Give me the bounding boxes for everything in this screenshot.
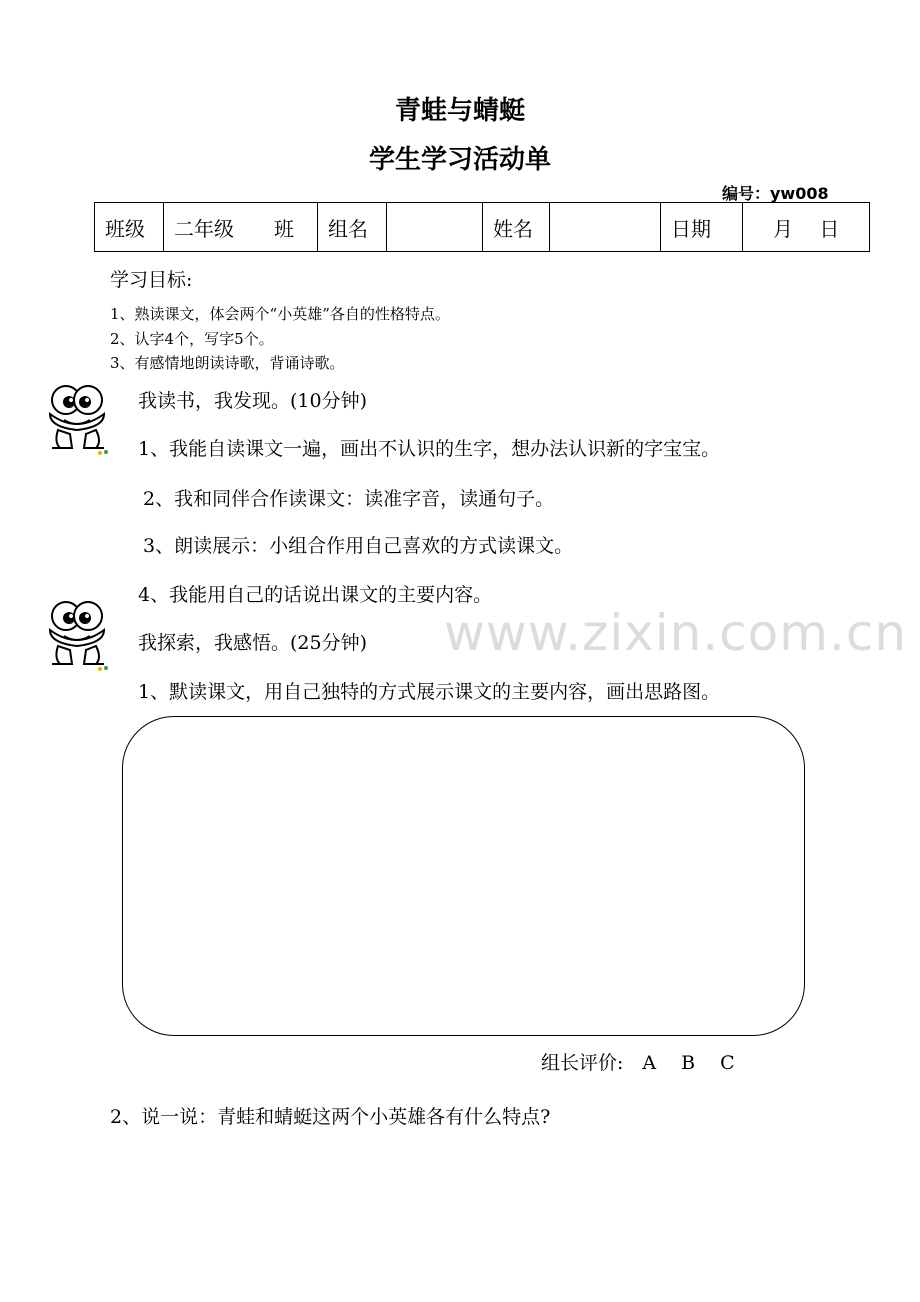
- date-label: 日期: [661, 203, 743, 252]
- section2-heading: 我探索，我感悟。(25分钟): [138, 632, 368, 654]
- section1-item: 4、我能用自己的话说出课文的主要内容。: [138, 584, 493, 606]
- objective-item: 1、熟读课文，体会两个“小英雄”各自的性格特点。: [110, 305, 450, 323]
- objective-item: 3、有感情地朗读诗歌，背诵诗歌。: [110, 354, 345, 372]
- date-value[interactable]: 月 日: [743, 203, 870, 252]
- section2-task2: 2、说一说：青蛙和蜻蜓这两个小英雄各有什么特点?: [110, 1106, 551, 1128]
- name-label: 姓名: [483, 203, 550, 252]
- group-label: 组名: [318, 203, 387, 252]
- section1-item: 1、我能自读课文一遍，画出不认识的生字，想办法认识新的字宝宝。: [138, 438, 721, 460]
- class-label: 班级: [95, 203, 164, 252]
- group-value[interactable]: [387, 203, 483, 252]
- watermark: www.zixin.com.cn: [444, 604, 908, 662]
- section2-task1: 1、默读课文，用自己独特的方式展示课文的主要内容，画出思路图。: [138, 681, 721, 703]
- objectives-heading: 学习目标:: [110, 269, 193, 291]
- section1-heading: 我读书，我发现。(10分钟): [138, 390, 368, 412]
- page-title: 青蛙与蜻蜓: [394, 96, 525, 126]
- group-leader-evaluation: 组长评价: A B C: [541, 1052, 735, 1074]
- name-value[interactable]: [550, 203, 661, 252]
- frog-icon: [44, 598, 114, 673]
- mind-map-drawing-box[interactable]: [122, 716, 805, 1036]
- class-value[interactable]: 二年级 班: [164, 203, 318, 252]
- section1-item: 3、朗读展示：小组合作用自己喜欢的方式读课文。: [143, 535, 574, 557]
- page-subtitle: 学生学习活动单: [368, 145, 551, 175]
- objective-item: 2、认字4个，写字5个。: [110, 330, 274, 348]
- section1-item: 2、我和同伴合作读课文：读准字音，读通句子。: [143, 488, 555, 510]
- student-info-table: [94, 202, 870, 252]
- frog-icon: [44, 382, 114, 457]
- document-number: 编号：yw008: [722, 184, 829, 203]
